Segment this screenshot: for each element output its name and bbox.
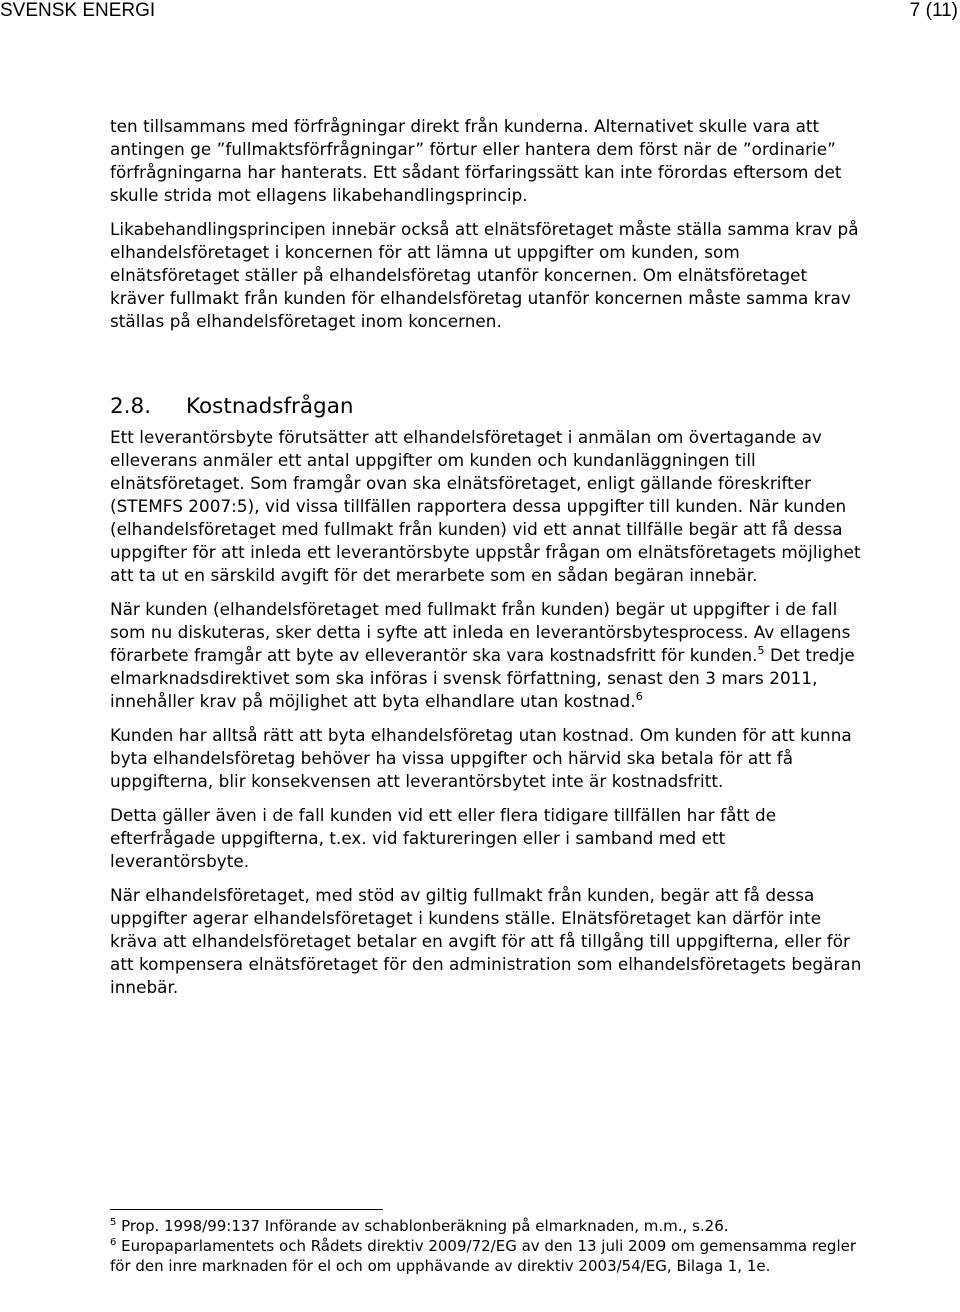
footnote-divider xyxy=(110,1209,383,1210)
footnote-6-number: 6 xyxy=(110,1237,117,1248)
paragraph-4-text-a: När kunden (elhandelsföretaget med fullmakt från kunden) begär ut uppgifter i de fall som nu diskuteras, sker detta i syfte att inleda en leverantörsbytesprocess. Av ellagens förarbete framgår att byte av elleverantör ska vara kostnadsfritt för kunden. xyxy=(110,599,851,665)
section-title: Kostnadsfrågan xyxy=(186,394,354,419)
footnote-5-number: 5 xyxy=(110,1217,117,1228)
header-org-name: SVENSK ENERGI xyxy=(0,0,156,21)
footnote-6 xyxy=(110,1236,862,1276)
footnote-ref-5: 5 xyxy=(757,644,765,657)
paragraph-5: Kunden har alltså rätt att byta elhandelsföretag utan kostnad. Om kunden för att kunna byta elhandelsföretag behöver ha vissa uppgifter och härvid ska betala för att få uppgifterna, blir konsekvensen att leverantörsbytet inte är kostnadsfritt. xyxy=(110,725,852,791)
paragraph-3: Ett leverantörsbyte förutsätter att elhandelsföretaget i anmälan om övertagande av elleverans anmäler ett antal uppgifter om kunden och kundanläggningen till elnätsföretaget. Som framgår ovan ska elnätsföretaget, enligt gällande föreskrifter (STEMFS 2007:5), vid vissa tillfällen rapportera dessa uppgifter till kunden. När kunden (elhandelsföretaget med fullmakt från kunden) vid ett annat tillfälle begär att få dessa uppgifter för att inleda ett leverantörsbyte uppstår frågan om elnätsföretagets möjlighet att ta ut en särskild avgift för det merarbete som en sådan begäran innebär. xyxy=(110,427,861,585)
footnotes xyxy=(110,1209,862,1276)
footnote-5-text: Prop. 1998/99:137 Införande av schablonberäkning på elmarknaden, m.m., s.26. xyxy=(116,1217,729,1235)
paragraph-4 xyxy=(110,598,862,713)
paragraph-4-text-b: Det tredje elmarknadsdirektivet som ska införas i svensk författning, senast den 3 mars 2011, innehåller krav på möjlighet att byta elhandlare utan kostnad. xyxy=(110,645,855,711)
footnote-6-text: Europaparlamentets och Rådets direktiv 2009/72/EG av den 13 juli 2009 om gemensamma regler för den inre marknaden för el och om upphävande av direktiv 2003/54/EG, Bilaga 1, 1e. xyxy=(110,1237,857,1275)
footnote-ref-6: 6 xyxy=(635,690,643,703)
section-number: 2.8. xyxy=(110,394,152,419)
footnote-5 xyxy=(110,1216,862,1236)
paragraph-1: ten tillsammans med förfrågningar direkt från kunderna. Alternativet skulle vara att antingen ge ”fullmaktsförfrågningar” förtur eller hantera dem först när de ”ordinarie” förfrågningarna har hanterats. Ett sådant förfaringssätt kan inte förordas eftersom det skulle strida mot ellagens likabehandlingsprincip. xyxy=(110,116,842,205)
header-page-number: 7 (11) xyxy=(909,0,958,21)
paragraph-2: Likabehandlingsprincipen innebär också att elnätsföretaget måste ställa samma krav på elhandelsföretaget i koncernen för att lämna ut uppgifter om kunden, som elnätsföretaget ställer på elhandelsföretag utanför koncernen. Om elnätsföretaget kräver fullmakt från kunden för elhandelsföretag utanför koncernen måste samma krav ställas på elhandelsföretaget inom koncernen. xyxy=(110,219,859,331)
paragraph-7: När elhandelsföretaget, med stöd av giltig fullmakt från kunden, begär att få dessa uppgifter agerar elhandelsföretaget i kundens ställe. Elnätsföretaget kan därför inte kräva att elhandelsföretaget betalar en avgift för att få tillgång till uppgifterna, eller för att kompensera elnätsföretaget för den administration som elhandelsföretagets begäran innebär. xyxy=(110,885,862,997)
document-body xyxy=(110,115,862,999)
section-heading xyxy=(110,392,862,422)
paragraph-6: Detta gäller även i de fall kunden vid ett eller flera tidigare tillfällen har fått de efterfrågade uppgifterna, t.ex. vid faktureringen eller i samband med ett leverantörsbyte. xyxy=(110,805,777,871)
